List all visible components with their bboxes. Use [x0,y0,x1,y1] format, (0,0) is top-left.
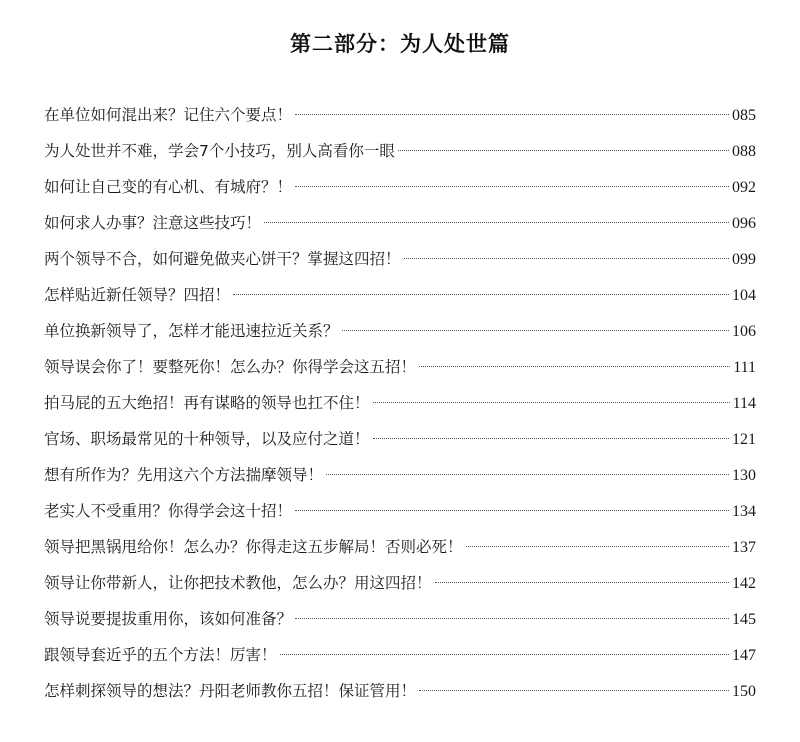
toc-entry-page: 150 [732,683,756,700]
toc-entry-title: 想有所作为？先用这六个方法揣摩领导！ [44,466,324,484]
toc-leader-dots [398,150,729,151]
toc-leader-dots [419,690,729,691]
toc-entry-title: 如何求人办事？注意这些技巧！ [44,214,262,232]
toc-entry-page: 088 [732,143,756,160]
toc-entry[interactable] [44,97,756,133]
toc-entry-page: 096 [732,215,756,232]
toc-leader-dots [295,618,729,619]
toc-entry[interactable] [44,313,756,349]
toc-leader-dots [404,258,729,259]
toc-entry-title: 领导误会你了！要整死你！怎么办？你得学会这五招！ [44,358,417,376]
toc-entry-title: 拍马屁的五大绝招！再有谋略的领导也扛不住！ [44,394,370,412]
toc-entry-title: 领导说要提拔重用你，该如何准备？ [44,610,293,628]
toc-leader-dots [466,546,729,547]
toc-entry-title: 两个领导不合，如何避免做夹心饼干？掌握这四招！ [44,250,401,268]
toc-leader-dots [373,402,730,403]
toc-entry-page: 121 [732,431,756,448]
toc-entry-page: 145 [732,611,756,628]
toc-leader-dots [233,294,729,295]
toc-entry[interactable] [44,277,756,313]
table-of-contents [44,97,756,709]
toc-entry-page: 099 [732,251,756,268]
toc-entry-title: 领导把黑锅甩给你！怎么办？你得走这五步解局！否则必死！ [44,538,463,556]
toc-leader-dots [373,438,729,439]
toc-entry[interactable] [44,385,756,421]
toc-entry-page: 134 [732,503,756,520]
toc-entry-title: 领导让你带新人，让你把技术教他，怎么办？用这四招！ [44,574,432,592]
toc-entry-title: 老实人不受重用？你得学会这十招！ [44,502,293,520]
toc-entry-page: 130 [732,467,756,484]
toc-entry-page: 137 [732,539,756,556]
toc-entry[interactable] [44,349,756,385]
toc-leader-dots [342,330,729,331]
toc-entry-page: 147 [732,647,756,664]
toc-entry-page: 114 [732,395,756,412]
toc-entry[interactable] [44,529,756,565]
toc-entry[interactable] [44,205,756,241]
toc-entry[interactable] [44,493,756,529]
toc-entry-page: 106 [732,323,756,340]
toc-entry[interactable] [44,637,756,673]
toc-entry-title: 如何让自己变的有心机、有城府？！ [44,178,293,196]
toc-leader-dots [435,582,729,583]
toc-entry-page: 111 [733,359,756,376]
toc-entry[interactable] [44,241,756,277]
toc-entry[interactable] [44,421,756,457]
section-title: 第二部分：为人处世篇 [290,32,510,56]
toc-leader-dots [326,474,729,475]
toc-entry-page: 085 [732,107,756,124]
toc-leader-dots [295,186,729,187]
toc-leader-dots [264,222,729,223]
toc-leader-dots [280,654,729,655]
toc-entry-title: 怎样刺探领导的想法？丹阳老师教你五招！保证管用！ [44,682,417,700]
toc-entry[interactable] [44,133,756,169]
toc-entry-title: 为人处世并不难，学会7个小技巧，别人高看你一眼 [44,142,395,160]
toc-entry[interactable] [44,457,756,493]
toc-entry-title: 单位换新领导了，怎样才能迅速拉近关系？ [44,322,339,340]
toc-entry-page: 142 [732,575,756,592]
toc-entry[interactable] [44,565,756,601]
toc-entry-page: 104 [732,287,756,304]
toc-entry[interactable] [44,601,756,637]
toc-leader-dots [295,510,729,511]
toc-leader-dots [419,366,730,367]
toc-leader-dots [295,114,729,115]
toc-entry[interactable] [44,169,756,205]
toc-entry-title: 在单位如何混出来？记住六个要点！ [44,106,293,124]
toc-entry-title: 跟领导套近乎的五个方法！厉害！ [44,646,277,664]
toc-entry-title: 官场、职场最常见的十种领导，以及应付之道！ [44,430,370,448]
toc-entry-title: 怎样贴近新任领导？四招！ [44,286,231,304]
toc-entry-page: 092 [732,179,756,196]
toc-entry[interactable] [44,673,756,709]
